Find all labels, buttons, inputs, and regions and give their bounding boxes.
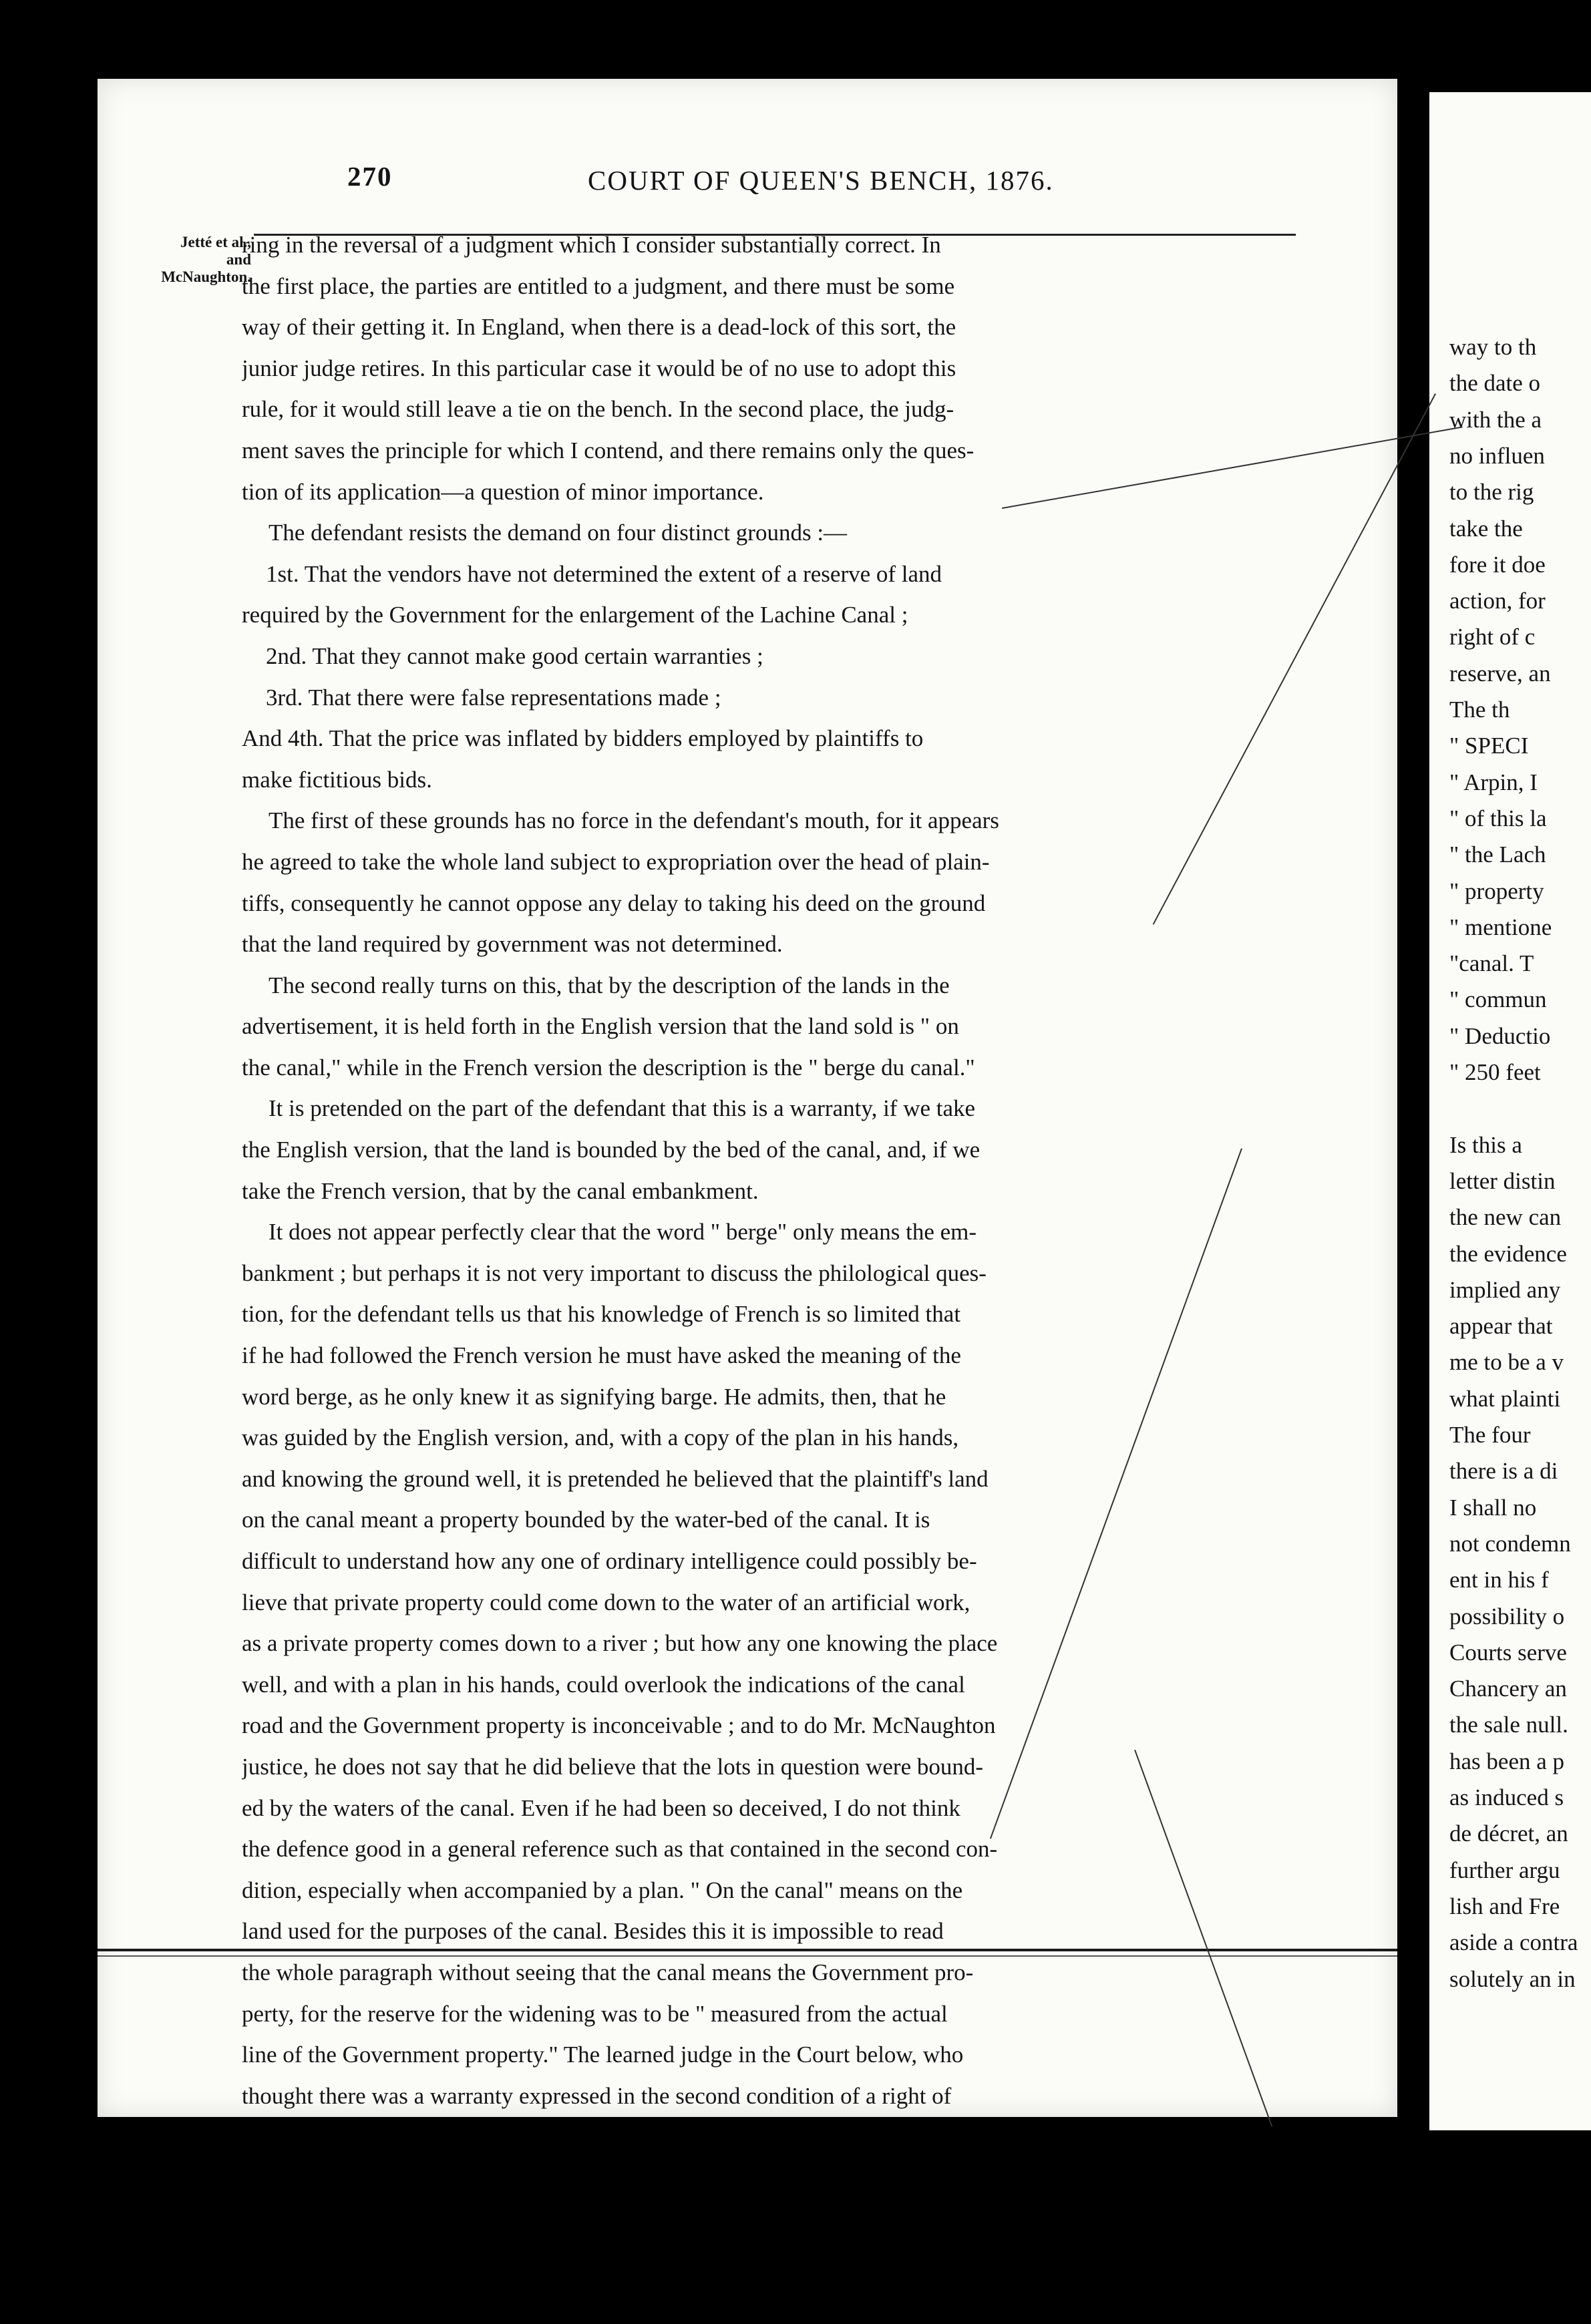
text-line: he agreed to take the whole land subject to expropriation over the head of plain- bbox=[242, 848, 990, 875]
right-column-line: " Deductio bbox=[1449, 1023, 1551, 1049]
text-line: perty, for the reserve for the widening was to be " measured from the actual bbox=[242, 2000, 948, 2027]
right-column-line: aside a contra bbox=[1449, 1929, 1578, 1955]
right-column-line: " the Lach bbox=[1449, 841, 1546, 867]
text-line: line of the Government property." The learned judge in the Court below, who bbox=[242, 2042, 964, 2068]
text-line: 1st. That the vendors have not determined the extent of a reserve of land bbox=[266, 560, 942, 587]
text-line: ed by the waters of the canal. Even if he had been so deceived, I do not think bbox=[242, 1794, 960, 1821]
text-line: was guided by the English version, and, with a copy of the plan in his hands, bbox=[242, 1424, 959, 1451]
text-line: The second really turns on this, that by the description of the lands in the bbox=[269, 972, 950, 998]
text-line: difficult to understand how any one of ordinary intelligence could possibly be- bbox=[242, 1548, 977, 1574]
right-column-line: I shall no bbox=[1449, 1495, 1537, 1521]
right-column-line: right of c bbox=[1449, 624, 1536, 650]
right-column-line: take the bbox=[1449, 516, 1523, 542]
text-line: that the land required by government was not determined. bbox=[242, 931, 783, 958]
text-line: lieve that private property could come down to the water of an artificial work, bbox=[242, 1589, 970, 1615]
text-line: road and the Government property is inconceivable ; and to do Mr. McNaughton bbox=[242, 1712, 996, 1739]
right-column-line: Courts serve bbox=[1449, 1639, 1567, 1666]
right-column-line: me to be a v bbox=[1449, 1349, 1564, 1375]
right-column-line: not condemn bbox=[1449, 1531, 1571, 1557]
right-column-line: The th bbox=[1449, 697, 1510, 723]
text-line: required by the Government for the enlargement of the Lachine Canal ; bbox=[242, 602, 908, 628]
text-line: the defence good in a general reference such as that contained in the second con- bbox=[242, 1836, 998, 1863]
text-line: the canal," while in the French version the description is the " berge du canal." bbox=[242, 1054, 975, 1081]
text-line: advertisement, it is held forth in the English version that the land sold is " on bbox=[242, 1013, 959, 1040]
text-line: bankment ; but perhaps it is not very important to discuss the philological ques- bbox=[242, 1260, 987, 1286]
side-note-line: Jetté et al., bbox=[180, 234, 251, 250]
text-line: tion of its application—a question of minor importance. bbox=[242, 478, 764, 505]
text-line: if he had followed the French version he must have asked the meaning of the bbox=[242, 1342, 961, 1369]
text-line: the first place, the parties are entitled to a judgment, and there must be some bbox=[242, 272, 955, 299]
right-column-line: reserve, an bbox=[1449, 660, 1551, 687]
text-line: ment saves the principle for which I contend, and there remains only the ques- bbox=[242, 437, 975, 463]
right-column-line: " mentione bbox=[1449, 914, 1552, 940]
text-line: 2nd. That they cannot make good certain warranties ; bbox=[266, 642, 763, 669]
right-column-line: " commun bbox=[1449, 986, 1547, 1012]
text-line: dition, especially when accompanied by a plan. " On the canal" means on the bbox=[242, 1877, 963, 1903]
text-line: take the French version, that by the canal embankment. bbox=[242, 1177, 759, 1204]
text-line: way of their getting it. In England, when there is a dead-lock of this sort, the bbox=[242, 314, 956, 341]
right-column-line: the new can bbox=[1449, 1204, 1562, 1230]
right-column-line: fore it doe bbox=[1449, 552, 1546, 578]
right-column-line: no influen bbox=[1449, 443, 1545, 469]
text-line: The defendant resists the demand on four distinct grounds :— bbox=[269, 520, 848, 546]
right-column-line: " SPECI bbox=[1449, 733, 1529, 759]
text-line: It is pretended on the part of the defendant that this is a warranty, if we take bbox=[269, 1095, 976, 1122]
text-line: well, and with a plan in his hands, could overlook the indications of the canal bbox=[242, 1671, 965, 1698]
right-column-line: there is a di bbox=[1449, 1458, 1558, 1484]
right-column-line: further argu bbox=[1449, 1857, 1560, 1883]
right-column-line: lish and Fre bbox=[1449, 1893, 1560, 1919]
text-line: as a private property comes down to a river ; but how any one knowing the place bbox=[242, 1630, 998, 1657]
text-line: the English version, that the land is bounded by the bed of the canal, and, if we bbox=[242, 1137, 981, 1163]
text-line: the whole paragraph without seeing that the canal means the Government pro- bbox=[242, 1959, 974, 1985]
right-column-line: " 250 feet bbox=[1449, 1059, 1541, 1085]
right-column-line: "canal. T bbox=[1449, 950, 1534, 976]
text-line: And 4th. That the price was inflated by bidders employed by plaintiffs to bbox=[242, 725, 924, 752]
text-line: word berge, as he only knew it as signifying barge. He admits, then, that he bbox=[242, 1383, 946, 1410]
text-line: on the canal meant a property bounded by the water-bed of the canal. It is bbox=[242, 1507, 930, 1533]
right-column-line: way to th bbox=[1449, 334, 1537, 360]
right-column-line: the evidence bbox=[1449, 1241, 1567, 1267]
right-column-line: Is this a bbox=[1449, 1132, 1522, 1158]
right-column-line: implied any bbox=[1449, 1277, 1561, 1303]
right-column-line: what plainti bbox=[1449, 1386, 1561, 1412]
text-line: rule, for it would still leave a tie on the bench. In the second place, the judg- bbox=[242, 396, 954, 423]
right-column-line: solutely an in bbox=[1449, 1966, 1576, 1992]
right-column-line: with the a bbox=[1449, 407, 1542, 433]
text-line: junior judge retires. In this particular case it would be of no use to adopt this bbox=[242, 355, 956, 381]
page-header bbox=[254, 160, 1336, 214]
text-line: justice, he does not say that he did believe that the lots in question were bound- bbox=[242, 1753, 984, 1780]
text-line: make fictitious bids. bbox=[242, 766, 432, 793]
right-column-line: appear that bbox=[1449, 1313, 1553, 1339]
text-line: The first of these grounds has no force in the defendant's mouth, for it appears bbox=[269, 807, 999, 834]
text-line: 3rd. That there were false representations made ; bbox=[266, 684, 721, 711]
text-line: tiffs, consequently he cannot oppose any delay to taking his deed on the ground bbox=[242, 890, 986, 916]
right-column-line: as induced s bbox=[1449, 1784, 1564, 1810]
right-column-line: de décret, an bbox=[1449, 1820, 1568, 1847]
text-line: tion, for the defendant tells us that his knowledge of French is so limited that bbox=[242, 1301, 961, 1328]
right-column-line: the date o bbox=[1449, 370, 1541, 396]
text-line: thought there was a warranty expressed in the second condition of a right of bbox=[242, 2082, 952, 2109]
text-line: It does not appear perfectly clear that the word " berge" only means the em- bbox=[269, 1219, 977, 1245]
right-column-line: " of this la bbox=[1449, 805, 1547, 831]
right-column-line: Chancery an bbox=[1449, 1676, 1567, 1702]
right-column-line: the sale null. bbox=[1449, 1712, 1568, 1738]
running-title: COURT OF QUEEN'S BENCH, 1876. bbox=[588, 165, 1054, 196]
right-column-line: possibility o bbox=[1449, 1603, 1565, 1629]
right-column-line: " property bbox=[1449, 878, 1544, 904]
case-side-note bbox=[77, 234, 251, 286]
text-line: ring in the reversal of a judgment which I consider substantially correct. In bbox=[242, 232, 941, 258]
page-number: 270 bbox=[347, 161, 393, 192]
body-text bbox=[242, 224, 1304, 2116]
text-line: and knowing the ground well, it is pretended he believed that the plaintiff's land bbox=[242, 1465, 989, 1492]
right-column-line: " Arpin, I bbox=[1449, 769, 1538, 795]
text-line: land used for the purposes of the canal. Besides this it is impossible to read bbox=[242, 1918, 944, 1945]
right-column-line: action, for bbox=[1449, 588, 1546, 614]
right-column-line: to the rig bbox=[1449, 479, 1534, 505]
right-column-line: letter distin bbox=[1449, 1168, 1556, 1194]
right-column-line: The four bbox=[1449, 1422, 1531, 1448]
side-note-line: and bbox=[226, 251, 251, 268]
right-column-line: has been a p bbox=[1449, 1748, 1565, 1774]
side-note-line: McNaughton. bbox=[161, 268, 251, 285]
right-column-line: ent in his f bbox=[1449, 1567, 1549, 1593]
